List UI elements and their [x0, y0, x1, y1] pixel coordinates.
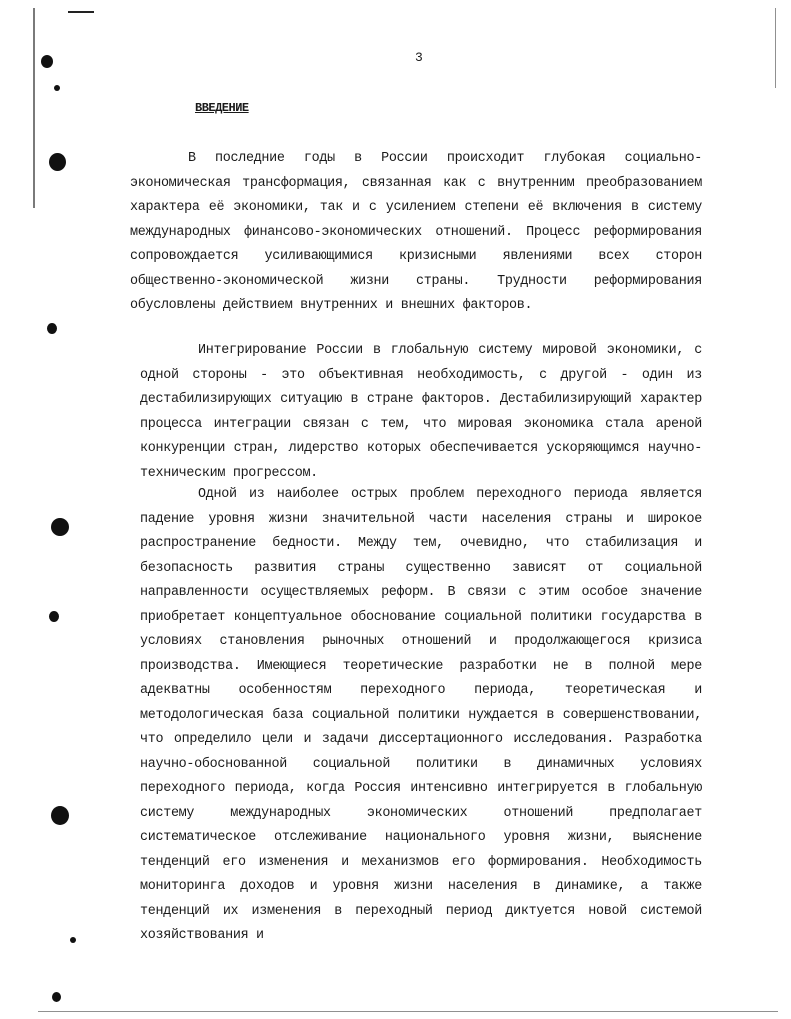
page-number: 3 — [415, 50, 423, 65]
binder-hole — [49, 153, 66, 171]
binder-hole — [51, 806, 69, 825]
binder-hole — [41, 55, 53, 68]
scan-border-bottom — [38, 1011, 778, 1012]
binder-hole — [51, 518, 69, 536]
scan-border-right — [775, 8, 776, 88]
paragraph — [140, 483, 702, 949]
binder-hole — [70, 937, 76, 943]
paragraph — [130, 147, 702, 319]
section-heading: ВВЕДЕНИЕ — [195, 101, 249, 115]
paragraph-text: Одной из наиболее острых проблем переходного периода является падение уровня жизни значительной части населения страны и широкое распространение бедности. Между тем, очевидно, что стабилизация и безопасность развития страны существенно зависят от социальной направленности осуществляемых реформ. В связи с этим особое значение приобретает концептуальное обоснование социальной политики государства в условиях становления рыночных отношений и продолжающегося кризиса производства. Имеющиеся теоретические разработки не в полной мере адекватны особенностям переходного периода, теоретическая и методологическая база социальной политики нуждается в совершенствовании, что определило цели и задачи диссертационного исследования. Разработка научно-обоснованной социальной политики в динамичных условиях переходного периода, когда Россия интенсивно интегрируется в глобальную систему международных экономических отношений предполагает систематическое отслеживание национального уровня жизни, выяснение тенденций его изменения и механизмов его формирования. Необходимость мониторинга доходов и уровня жизни населения в динамике, а также тенденций их изменения в переходный период диктуется новой системой хозяйствования и — [140, 487, 702, 943]
binder-hole — [52, 992, 61, 1002]
scan-border-top-left — [68, 11, 94, 13]
binder-hole — [47, 323, 57, 334]
paragraph-text: В последние годы в России происходит глубокая социально-экономическая трансформация, связанная как с внутренним преобразованием характера её экономики, так и с усилением степени её включения в систему международных финансово-экономических отношений. Процесс реформирования сопровождается усиливающимися кризисными явлениями всех сторон общественно-экономической жизни страны. Трудности реформирования обусловлены действием внутренних и внешних факторов. — [130, 151, 702, 313]
scan-border-left — [33, 8, 35, 208]
paragraph-text: Интегрирование России в глобальную систему мировой экономики, с одной стороны - это объективная необходимость, с другой - один из дестабилизирующих ситуацию в стране факторов. Дестабилизирующий характер процесса интеграции связан с тем, что мировая экономика стала ареной конкуренции стран, лидерство которых обеспечивается ускоряющимся научно-техническим прогрессом. — [140, 343, 702, 481]
binder-hole — [49, 611, 59, 622]
binder-hole — [54, 85, 60, 91]
paragraph — [140, 339, 702, 486]
